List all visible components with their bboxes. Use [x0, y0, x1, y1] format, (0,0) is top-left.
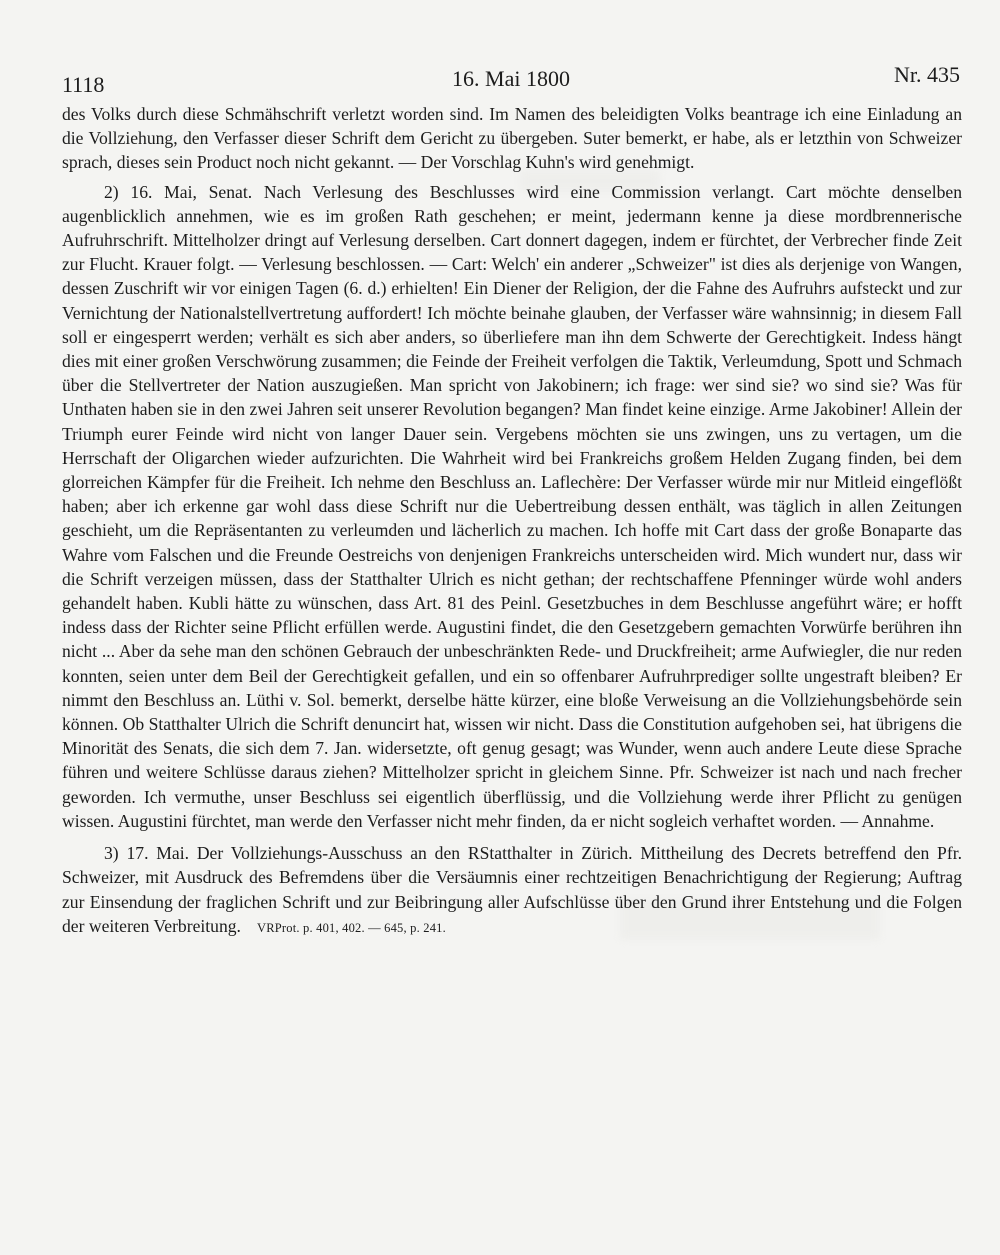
- paragraph-executive-committee: [62, 841, 962, 940]
- page-header: [62, 62, 960, 96]
- source-reference: VRProt. p. 401, 402. — 645, p. 241.: [256, 920, 446, 935]
- page-number: 1118: [62, 72, 105, 97]
- paragraph-executive-committee-text: 3) 17. Mai. Der Vollziehungs-Ausschuss an den RStatthalter in Zürich. Mittheilung des Decrets betreffend den Pfr. Schweizer, mit Ausdruck des Befremdens über die Versäumnis einer rechtzeitigen Benachrichtigung der Regierung; Auftrag zur Einsendung der fraglichen Schrift und zur Beibringung aller Aufschlüsse über den Grund ihrer Entstehung und die Folgen der weiteren Verbreitung.: [62, 843, 962, 936]
- document-number: Nr. 435: [894, 62, 960, 87]
- paragraph-continuation: des Volks durch diese Schmähschrift verletzt worden sind. Im Namen des beleidigten Volks beantrage ich eine Einladung an die Vollziehung, den Verfasser dieser Schrift dem Gericht zu übergeben. Suter bemerkt, er habe, als er letzthin von Schweizer sprach, dieses sein Product noch nicht gekannt. — Der Vorschlag Kuhn's wird genehmigt.: [62, 104, 962, 173]
- header-date: 16. Mai 1800: [452, 66, 570, 91]
- paragraph-senate-debate: 2) 16. Mai, Senat. Nach Verlesung des Beschlusses wird eine Commission verlangt. Cart möchte denselben augenblicklich annehmen, wie es im großen Rath geschehen; er meint, jedermann kenne ja diese mordbrennerische Aufruhrschrift. Mittelholzer dringt auf Verlesung derselben. Cart donnert dagegen, indem er fürchtet, der Verbrecher finde Zeit zur Flucht. Krauer folgt. — Verlesung beschlossen. — Cart: Welch' ein anderer „Schweizer" ist dies als derjenige von Wangen, dessen Zuschrift wir vor einigen Tagen (6. d.) erhielten! Ein Diener der Religion, der die Fahne des Aufruhrs aufsteckt und zur Vernichtung der Nationalstellvertretung auffordert! Ich möchte beinahe glauben, der Verfasser wäre wahnsinnig; in diesem Fall soll er eingesperrt werden; verhält es sich aber anders, so überliefere man ihn dem Schwerte der Gerechtigkeit. Indess hängt dies mit einer großen Verschwörung zusammen; die Feinde der Freiheit verfolgen die Taktik, Verleumdung, Spott und Schmach über die Stellvertreter der Nation auszugießen. Man spricht von Jakobinern; ich frage: wer sind sie? wo sind sie? Was für Unthaten haben sie in den zwei Jahren seit unserer Revolution begangen? Man findet keine einzige. Arme Jakobiner! Allein der Triumph eurer Feinde wird nicht von langer Dauer sein. Vergebens möchten sie uns zwingen, uns zu vertagen, um die Herrschaft der Oligarchen wieder aufzurichten. Die Wahrheit wird bei Frankreichs großem Helden Zugang finden, bei dem glorreichen Kämpfer für die Freiheit. Ich nehme den Beschluss an. Laflechère: Der Verfasser würde mir nur Mitleid eingeflößt haben; aber ich erkenne gar wohl dass diese Schrift nur die Uebertreibung dessen enthält, was täglich in allen Zeitungen geschieht, um die Repräsentanten zu verleumden und lächerlich zu machen. Ich hoffe mit Cart dass der große Bonaparte das Wahre vom Falschen und die Freunde Oestreichs von denjenigen Frankreichs unterscheiden wird. Mich wundert nur, dass wir die Schrift verzeigen müssen, dass der Statthalter Ulrich es nicht gethan; der rechtschaffene Pfenninger würde wohl anders gehandelt haben. Kubli hätte zu wünschen, dass Art. 81 des Peinl. Gesetzbuches in dem Beschlusse angeführt wäre; er hofft indess dass der Richter seine Pflicht erfüllen werde. Augustini findet, die den Gesetzgebern gemachten Vorwürfe berühren ihn nicht ... Aber da sehe man den schönen Gebrauch der unbeschränkten Rede- und Druckfreiheit; arme Aufwiegler, die nur reden konnten, seien unter dem Beil der Gerechtigkeit gefallen, und ein so offenbarer Aufruhrprediger sollte ungestraft bleiben? Er nimmt den Beschluss an. Lüthi v. Sol. bemerkt, derselbe hätte kürzer, eine bloße Verweisung an die Vollziehungsbehörde sein können. Ob Statthalter Ulrich die Schrift denuncirt hat, wissen wir nicht. Dass die Constitution aufgehoben sei, hat übrigens die Minorität des Senats, die sich dem 7. Jan. widersetzte, oft genug gesagt; was Wunder, wenn auch andere Leute diese Sprache führen und weitere Schlüsse daraus ziehen? Mittelholzer spricht in gleichem Sinne. Pfr. Schweizer ist nach und nach frecher geworden. Ich vermuthe, unser Beschluss sei eigentlich überflüssig, und die Vollziehung werde ihrer Pflicht zu genügen wissen. Augustini fürchtet, man werde den Verfasser nicht mehr finden, da er nicht sogleich verhaftet worden. — Annahme.: [62, 181, 962, 831]
- body-text: [62, 102, 962, 940]
